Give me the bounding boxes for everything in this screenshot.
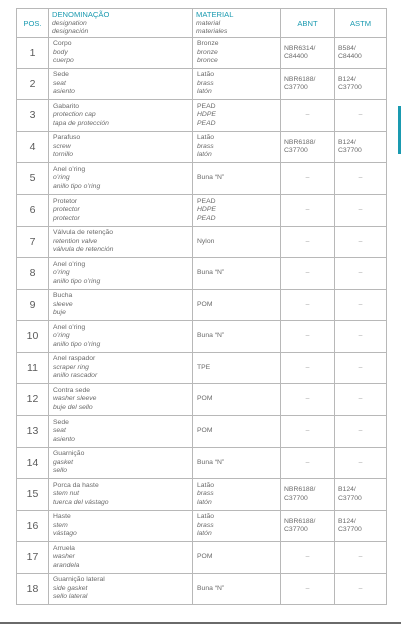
denomination-en: seat [53, 427, 66, 435]
row-material [193, 163, 281, 195]
denomination-pt: Anel o’ring [53, 323, 86, 331]
row-abnt-line: C84400 [284, 53, 308, 60]
row-denomination [49, 258, 193, 290]
material-line: Bronze [197, 40, 219, 48]
denomination-es: designación [52, 28, 89, 36]
row-abnt: – [281, 195, 335, 227]
row-abnt-line: C37700 [284, 494, 308, 502]
row-material [193, 100, 281, 132]
material-line: bronze [197, 48, 218, 56]
denomination-es: protector [53, 214, 80, 222]
table-row [17, 132, 387, 163]
row-abnt [281, 38, 335, 69]
row-astm [335, 38, 387, 69]
denomination-title: DENOMINAÇÃO [52, 10, 110, 19]
material-line: Buna “N” [197, 584, 225, 592]
denomination-en: washer [53, 553, 75, 561]
material-line: Latão [197, 513, 215, 521]
row-denomination [49, 100, 193, 132]
denomination-pt: Corpo [53, 40, 72, 48]
row-astm: – [335, 321, 387, 353]
material-line: PEAD [197, 214, 216, 222]
row-abnt: – [281, 227, 335, 258]
row-position: 1 [17, 38, 49, 69]
row-abnt: – [281, 542, 335, 574]
denomination-en: protector [53, 206, 80, 214]
row-astm-line: B124/ [338, 486, 356, 494]
row-astm: – [335, 542, 387, 574]
row-denomination [49, 542, 193, 574]
material-line: HDPE [197, 111, 216, 119]
row-material [193, 132, 281, 163]
denomination-pt: Guarnição lateral [53, 576, 105, 584]
row-abnt-line: C37700 [284, 84, 308, 91]
material-line: Latão [197, 481, 215, 489]
row-astm: – [335, 353, 387, 384]
denomination-pt: Protetor [53, 197, 78, 205]
table-row [17, 542, 387, 574]
row-astm: – [335, 384, 387, 416]
row-position: 7 [17, 227, 49, 258]
denomination-en: retention valve [53, 237, 98, 245]
row-abnt-line: NBR6314/ [284, 44, 316, 52]
row-denomination [49, 479, 193, 511]
table-row [17, 479, 387, 511]
row-denomination [49, 38, 193, 69]
material-line: POM [197, 300, 213, 308]
denomination-pt: Parafuso [53, 134, 81, 142]
row-denomination [49, 321, 193, 353]
table-row [17, 290, 387, 321]
row-astm-line: B124/ [338, 138, 356, 146]
material-line: PEAD [197, 119, 216, 127]
row-astm-line: C37700 [338, 526, 362, 533]
denomination-en: sleeve [53, 300, 73, 308]
row-astm-line: B584/ [338, 44, 356, 52]
material-line: brass [197, 142, 214, 150]
denomination-pt: Haste [53, 513, 71, 521]
row-denomination [49, 290, 193, 321]
row-denomination [49, 574, 193, 605]
denomination-es: tuerca del vástago [53, 498, 109, 506]
denomination-es: asiento [53, 435, 75, 443]
material-line: HDPE [197, 206, 216, 214]
row-position: 15 [17, 479, 49, 511]
row-material [193, 290, 281, 321]
denomination-pt: Porca da haste [53, 481, 99, 489]
row-abnt: – [281, 258, 335, 290]
material-line: latón [197, 498, 212, 506]
material-line: Buna “N” [197, 332, 225, 340]
row-material [193, 353, 281, 384]
denomination-en: designation [52, 19, 87, 27]
denomination-en: o’ring [53, 174, 70, 182]
table-row [17, 163, 387, 195]
denomination-pt: Anel raspador [53, 355, 96, 363]
row-material [193, 416, 281, 448]
material-line: latón [197, 151, 212, 159]
row-abnt [281, 479, 335, 511]
denomination-en: scraper ring [53, 363, 89, 371]
denomination-es: asiento [53, 88, 75, 96]
row-abnt: – [281, 448, 335, 479]
row-position: 13 [17, 416, 49, 448]
row-material [193, 574, 281, 605]
material-line: Latão [197, 71, 215, 79]
row-astm [335, 69, 387, 100]
denomination-es: vástago [53, 530, 77, 538]
row-material [193, 542, 281, 574]
row-position: 10 [17, 321, 49, 353]
row-denomination [49, 353, 193, 384]
denomination-en: protection cap [53, 111, 96, 119]
row-astm [335, 132, 387, 163]
material-line: bronce [197, 57, 218, 65]
table-row [17, 258, 387, 290]
denomination-pt: Anel o’ring [53, 260, 86, 268]
denomination-pt: Guarnição [53, 450, 85, 458]
row-astm-line: B124/ [338, 517, 356, 525]
page-bottom-rule [0, 622, 401, 624]
row-astm: – [335, 227, 387, 258]
table-row [17, 69, 387, 100]
denomination-es: anillo tipo o’ring [53, 277, 101, 285]
row-abnt: – [281, 353, 335, 384]
row-astm-line: C84400 [338, 53, 362, 60]
row-material [193, 511, 281, 542]
denomination-es: válvula de retención [53, 246, 114, 254]
row-astm: – [335, 448, 387, 479]
row-denomination [49, 195, 193, 227]
table-row [17, 227, 387, 258]
denomination-en: o’ring [53, 269, 70, 277]
material-es: materiales [196, 28, 228, 36]
denomination-en: washer sleeve [53, 395, 97, 403]
row-material [193, 195, 281, 227]
row-denomination [49, 227, 193, 258]
row-denomination [49, 511, 193, 542]
row-abnt-line: NBR6188/ [284, 75, 316, 83]
denomination-en: stem nut [53, 490, 80, 498]
row-astm: – [335, 416, 387, 448]
row-abnt-line: C37700 [284, 526, 308, 533]
table-row [17, 353, 387, 384]
material-line: Latão [197, 134, 215, 142]
row-abnt: – [281, 416, 335, 448]
denomination-en: stem [53, 521, 68, 529]
denomination-pt: Sede [53, 71, 69, 79]
denomination-es: sello [53, 467, 67, 475]
row-denomination [49, 416, 193, 448]
material-line: Buna “N” [197, 174, 225, 182]
row-material [193, 321, 281, 353]
row-abnt: – [281, 290, 335, 321]
table-row [17, 38, 387, 69]
row-material [193, 258, 281, 290]
row-abnt: – [281, 163, 335, 195]
row-material [193, 227, 281, 258]
denomination-pt: Bucha [53, 292, 73, 300]
row-abnt: – [281, 321, 335, 353]
row-position: 18 [17, 574, 49, 605]
row-astm [335, 511, 387, 542]
material-line: POM [197, 395, 213, 403]
material-line: latón [197, 88, 212, 96]
denomination-header [49, 9, 193, 38]
row-abnt-line: C37700 [284, 147, 308, 154]
material-header [193, 9, 281, 38]
row-abnt [281, 132, 335, 163]
row-abnt: – [281, 384, 335, 416]
material-line: brass [197, 521, 214, 529]
table-header-row [17, 9, 387, 38]
denomination-es: cuerpo [53, 57, 74, 65]
row-position: 5 [17, 163, 49, 195]
table-row [17, 416, 387, 448]
row-denomination [49, 132, 193, 163]
astm-header: ASTM [335, 9, 387, 38]
row-astm-line: B124/ [338, 75, 356, 83]
materials-table [16, 8, 387, 605]
denomination-es: tornillo [53, 151, 74, 159]
row-denomination [49, 448, 193, 479]
row-position: 14 [17, 448, 49, 479]
denomination-en: body [53, 48, 68, 56]
denomination-es: anillo tipo o’ring [53, 182, 101, 190]
denomination-es: sello lateral [53, 593, 88, 601]
material-en: material [196, 19, 221, 27]
row-astm [335, 479, 387, 511]
row-abnt-line: NBR6188/ [284, 517, 316, 525]
denomination-es: buje [53, 309, 66, 317]
table-row [17, 100, 387, 132]
material-line: brass [197, 79, 214, 87]
row-material [193, 38, 281, 69]
row-astm: – [335, 290, 387, 321]
row-material [193, 69, 281, 100]
row-denomination [49, 384, 193, 416]
denomination-pt: Válvula de retenção [53, 229, 114, 237]
material-line: PEAD [197, 102, 216, 110]
row-abnt-line: NBR6188/ [284, 138, 316, 146]
denomination-es: anillo tipo o’ring [53, 340, 101, 348]
abnt-header: ABNT [281, 9, 335, 38]
row-position: 2 [17, 69, 49, 100]
row-astm: – [335, 195, 387, 227]
denomination-pt: Contra sede [53, 386, 91, 394]
row-position: 8 [17, 258, 49, 290]
table-row [17, 511, 387, 542]
row-abnt [281, 69, 335, 100]
row-material [193, 448, 281, 479]
denomination-pt: Arruela [53, 544, 75, 552]
row-astm-line: C37700 [338, 147, 362, 154]
material-line: brass [197, 490, 214, 498]
denomination-en: screw [53, 142, 71, 150]
row-abnt [281, 511, 335, 542]
row-position: 11 [17, 353, 49, 384]
material-title: MATERIAL [196, 10, 234, 19]
row-position: 16 [17, 511, 49, 542]
row-material [193, 479, 281, 511]
material-line: POM [197, 427, 213, 435]
denomination-es: arandela [53, 561, 80, 569]
row-abnt: – [281, 574, 335, 605]
row-astm: – [335, 574, 387, 605]
material-line: Nylon [197, 237, 215, 245]
row-position: 3 [17, 100, 49, 132]
row-denomination [49, 163, 193, 195]
denomination-en: o’ring [53, 332, 70, 340]
material-line: latón [197, 530, 212, 538]
denomination-en: side gasket [53, 584, 88, 592]
row-position: 17 [17, 542, 49, 574]
row-astm: – [335, 100, 387, 132]
row-material [193, 384, 281, 416]
row-abnt: – [281, 100, 335, 132]
material-line: Buna “N” [197, 269, 225, 277]
row-astm-line: C37700 [338, 84, 362, 91]
table-row [17, 195, 387, 227]
denomination-es: buje del sello [53, 403, 93, 411]
denomination-en: seat [53, 79, 66, 87]
pos-header: POS. [17, 9, 49, 38]
denomination-es: tapa de protección [53, 119, 109, 127]
row-abnt-line: NBR6188/ [284, 486, 316, 494]
row-denomination [49, 69, 193, 100]
row-position: 4 [17, 132, 49, 163]
row-astm: – [335, 163, 387, 195]
material-line: TPE [197, 363, 211, 371]
row-astm: – [335, 258, 387, 290]
material-line: Buna “N” [197, 458, 225, 466]
table-row [17, 321, 387, 353]
row-position: 9 [17, 290, 49, 321]
denomination-es: anillo rascador [53, 372, 98, 380]
material-line: POM [197, 553, 213, 561]
denomination-pt: Anel o’ring [53, 165, 86, 173]
denomination-pt: Gabarito [53, 102, 80, 110]
table-row [17, 574, 387, 605]
table-row [17, 448, 387, 479]
row-position: 12 [17, 384, 49, 416]
denomination-en: gasket [53, 458, 74, 466]
row-astm-line: C37700 [338, 494, 362, 502]
row-position: 6 [17, 195, 49, 227]
material-line: PEAD [197, 197, 216, 205]
denomination-pt: Sede [53, 418, 69, 426]
table-row [17, 384, 387, 416]
